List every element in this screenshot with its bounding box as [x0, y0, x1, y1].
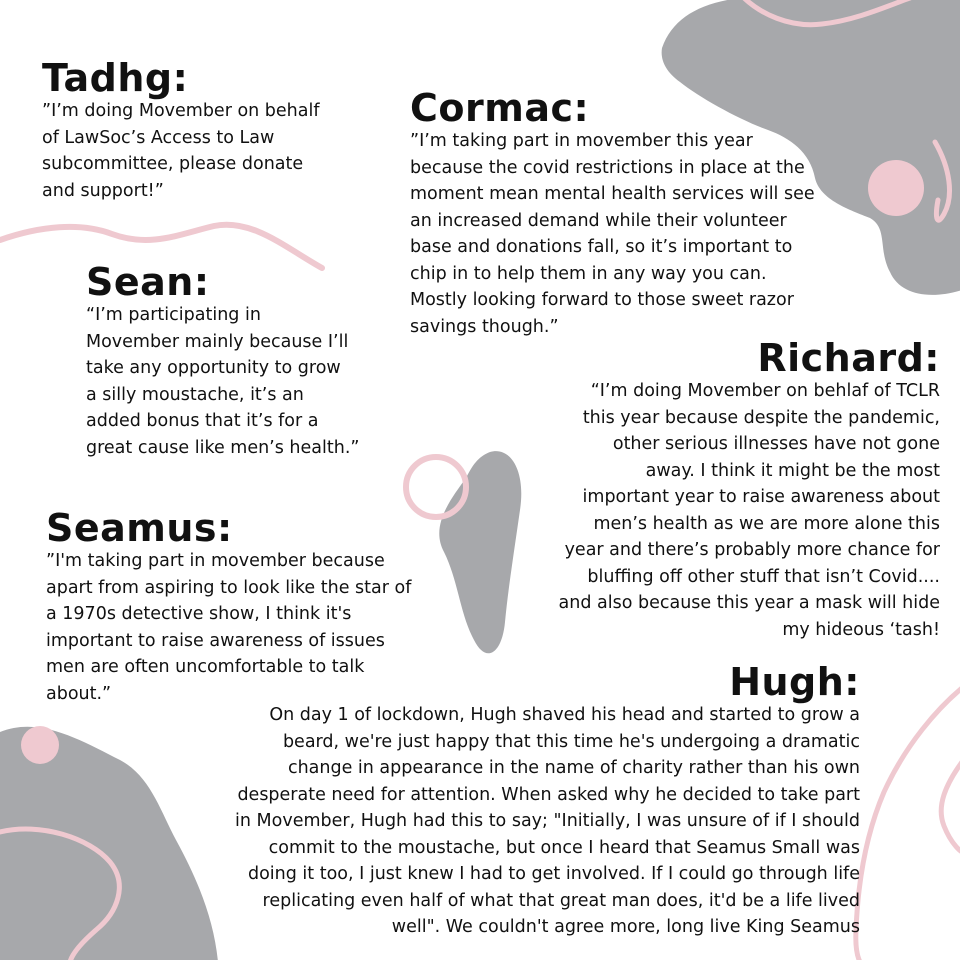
hugh-quote: On day 1 of lockdown, Hugh shaved his head and started to grow a beard, we're just happy that this time he's undergoing a dramatic change in appearance in the name of charity rather than his own desperate need for attention. When asked why he decided to take part in Movember, Hugh had this to say; "Initially, I was unsure of if I should commit to the moustache, but once I heard that Seamus Small was doing it too, I just knew I had to get involved. If I could go through life replicating even half of what that great man does, it'd be a life lived well". We couldn't agree more, long live King Seamus	[235, 705, 860, 937]
sean-quote: “I’m participating in Movember mainly because I’ll take any opportunity to grow a silly moustache, it’s an added bonus that it’s for a great cause like men’s health.”	[86, 305, 360, 458]
hugh-name: Hugh:	[729, 660, 860, 704]
pink-scribble-bottom-right	[856, 688, 960, 960]
richard-quote: “I’m doing Movember on behlaf of TCLR this year because despite the pandemic, other serious illnesses have not gone away. I think it might be the most important year to raise awareness about men’s health as we are more alone this year and there’s probably more chance for bluffing off other stuff that isn’t Covid.... and also because this year a mask will hide my hideous ‘tash!	[558, 381, 940, 640]
pink-dot-bottom-left	[21, 726, 59, 764]
tadhg-name: Tadhg:	[42, 56, 189, 100]
sean-name: Sean:	[86, 260, 210, 304]
cormac-name: Cormac:	[410, 86, 590, 130]
testimonial-richard	[530, 338, 940, 643]
testimonial-tadhg	[42, 58, 372, 204]
richard-name: Richard:	[757, 336, 940, 380]
testimonial-hugh	[190, 662, 860, 941]
seamus-name: Seamus:	[46, 506, 233, 550]
testimonial-cormac	[410, 88, 850, 340]
seamus-quote: ”I'm taking part in movember because apart from aspiring to look like the star of a 1970s detective show, I think it's important to raise awareness of issues men are often uncomfortable to talk about.”	[46, 551, 412, 704]
testimonial-sean	[86, 262, 376, 461]
tadhg-quote: ”I’m doing Movember on behalf of LawSoc’s Access to Law subcommittee, please donate and support!”	[42, 101, 320, 201]
pink-dot-top-right	[868, 160, 924, 216]
cormac-quote: ”I’m taking part in movember this year because the covid restrictions in place at the moment mean mental health services will see an increased demand while their volunteer base and donations fall, so it’s important to chip in to help them in any way you can. Mostly looking forward to those sweet razor savings though.”	[410, 131, 815, 337]
grey-blob-center	[439, 451, 521, 653]
